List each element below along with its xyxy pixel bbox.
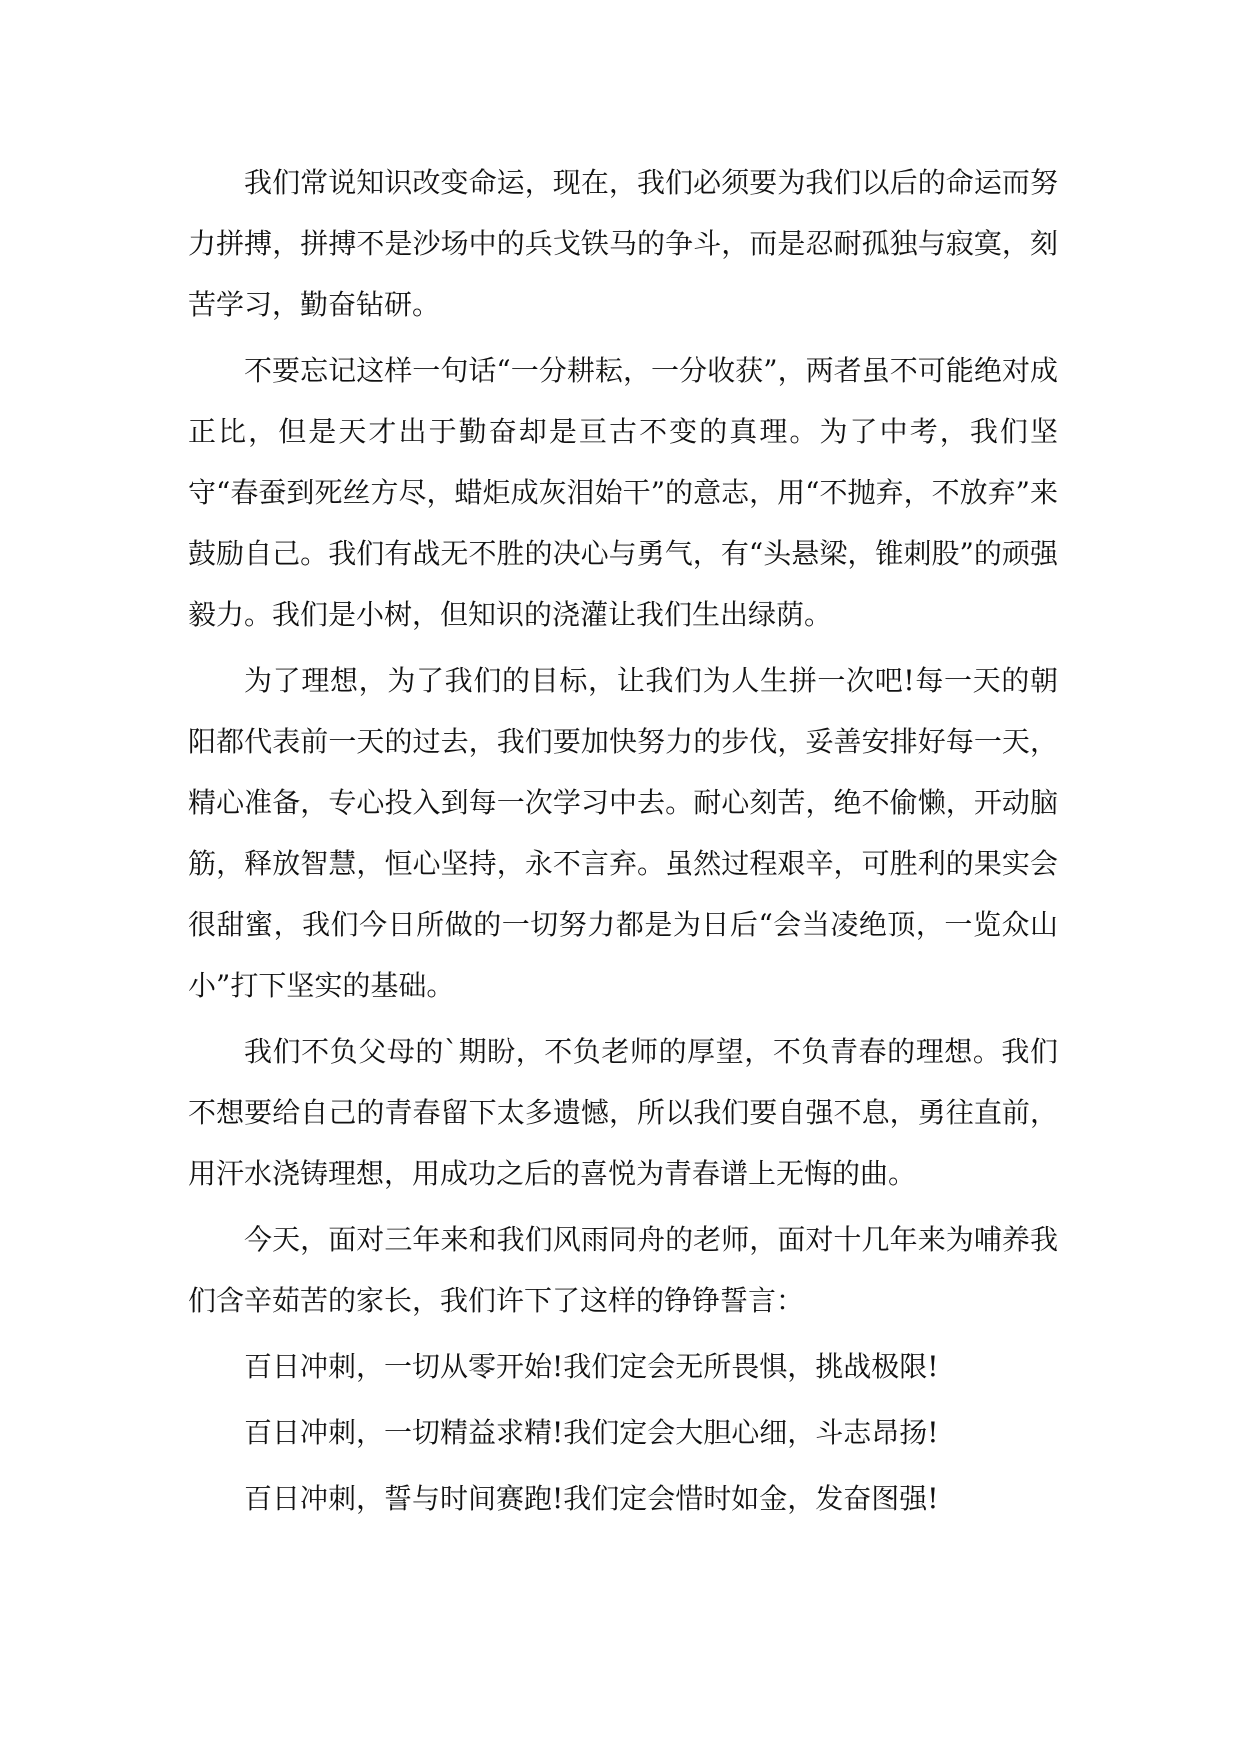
document-body [188,152,1058,1534]
paragraph-1: 我们常说知识改变命运，现在，我们必须要为我们以后的命运而努力拼搏，拼搏不是沙场中的兵戈铁马的争斗，而是忍耐孤独与寂寞，刻苦学习，勤奋钻研。 [188,166,1058,321]
paragraph-5: 今天，面对三年来和我们风雨同舟的老师，面对十几年来为哺养我们含辛茹苦的家长，我们许下了这样的铮铮誓言： [188,1223,1058,1317]
vow-line-1: 百日冲刺，一切从零开始!我们定会无所畏惧，挑战极限! [244,1350,939,1383]
paragraph-3: 为了理想，为了我们的目标，让我们为人生拼一次吧!每一天的朝阳都代表前一天的过去，我们要加快努力的步伐，妥善安排好每一天，精心准备，专心投入到每一次学习中去。耐心刻苦，绝不偷懒，开动脑筋，释放智慧，恒心坚持，永不言弃。虽然过程艰辛，可胜利的果实会很甜蜜，我们今日所做的一切努力都是为日后“会当凌绝顶，一览众山小”打下坚实的基础。 [188,664,1058,1002]
vow-line-3: 百日冲刺，誓与时间赛跑!我们定会惜时如金，发奋图强! [244,1482,939,1515]
vow-line-2: 百日冲刺，一切精益求精!我们定会大胆心细，斗志昂扬! [244,1416,939,1449]
paragraph-2: 不要忘记这样一句话“一分耕耘，一分收获”，两者虽不可能绝对成正比，但是天才出于勤奋却是亘古不变的真理。为了中考，我们坚守“春蚕到死丝方尽，蜡炬成灰泪始干”的意志，用“不抛弃，不放弃”来鼓励自己。我们有战无不胜的决心与勇气，有“头悬梁，锥刺股”的顽强毅力。我们是小树，但知识的浇灌让我们生出绿荫。 [188,354,1058,631]
paragraph-4: 我们不负父母的`期盼，不负老师的厚望，不负青春的理想。我们不想要给自己的青春留下太多遗憾，所以我们要自强不息，勇往直前，用汗水浇铸理想，用成功之后的喜悦为青春谱上无悔的曲。 [188,1035,1058,1190]
